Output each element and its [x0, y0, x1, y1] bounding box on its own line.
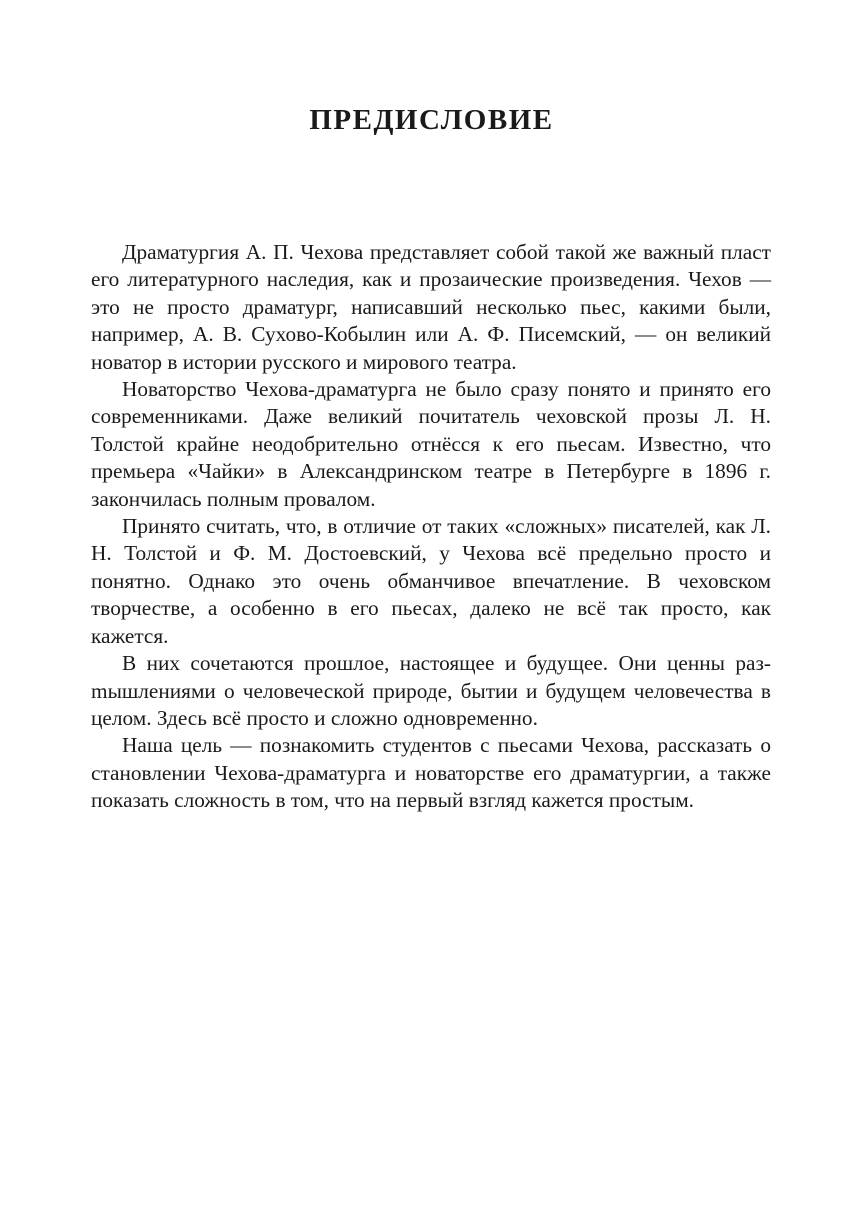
paragraph-1: Драматургия А. П. Чехова представляет собой такой же важный пласт его литературного наследия, как и прозаические произведения. Чехов — это не просто драматург, написавший несколько пьес, какими были, например, А. В. Сухово-Кобылин или А. Ф. Писемский, — он великий новатор в истории русского и мирового театра. [91, 240, 771, 374]
paragraph-2: Новаторство Чехова-драматурга не было сразу понято и принято его современниками. Даже великий почитатель чеховской прозы Л. Н. Толстой крайне неодобрительно отнёсся к его пьесам. Известно, что премьера «Чайки» в Александринском театре в Петербурге в 1896 г. закончилась полным провалом. [91, 377, 771, 511]
page-title: ПРЕДИСЛОВИЕ [309, 104, 554, 136]
paragraph-5: Наша цель — познакомить студентов с пьесами Чехова, рассказать о становлении Чехова-драматурга и новаторстве его драматургии, а также показать сложность в том, что на первый взгляд кажется простым. [91, 733, 771, 813]
body-text [91, 239, 771, 815]
paragraph-4: В них сочетаются прошлое, настоящее и будущее. Они ценны разmышлениями о человеческой природе, бытии и будущем человечества в целом. Здесь всё просто и сложно одновременно. [91, 651, 771, 730]
paragraph-3: Принято считать, что, в отличие от таких «сложных» писателей, как Л. Н. Толстой и Ф. М. Достоевский, у Чехова всё предельно просто и понятно. Однако это очень обманчивое впечатление. В чеховском творчестве, а особенно в его пьесах, далеко не всё так просто, как кажется. [91, 514, 771, 648]
